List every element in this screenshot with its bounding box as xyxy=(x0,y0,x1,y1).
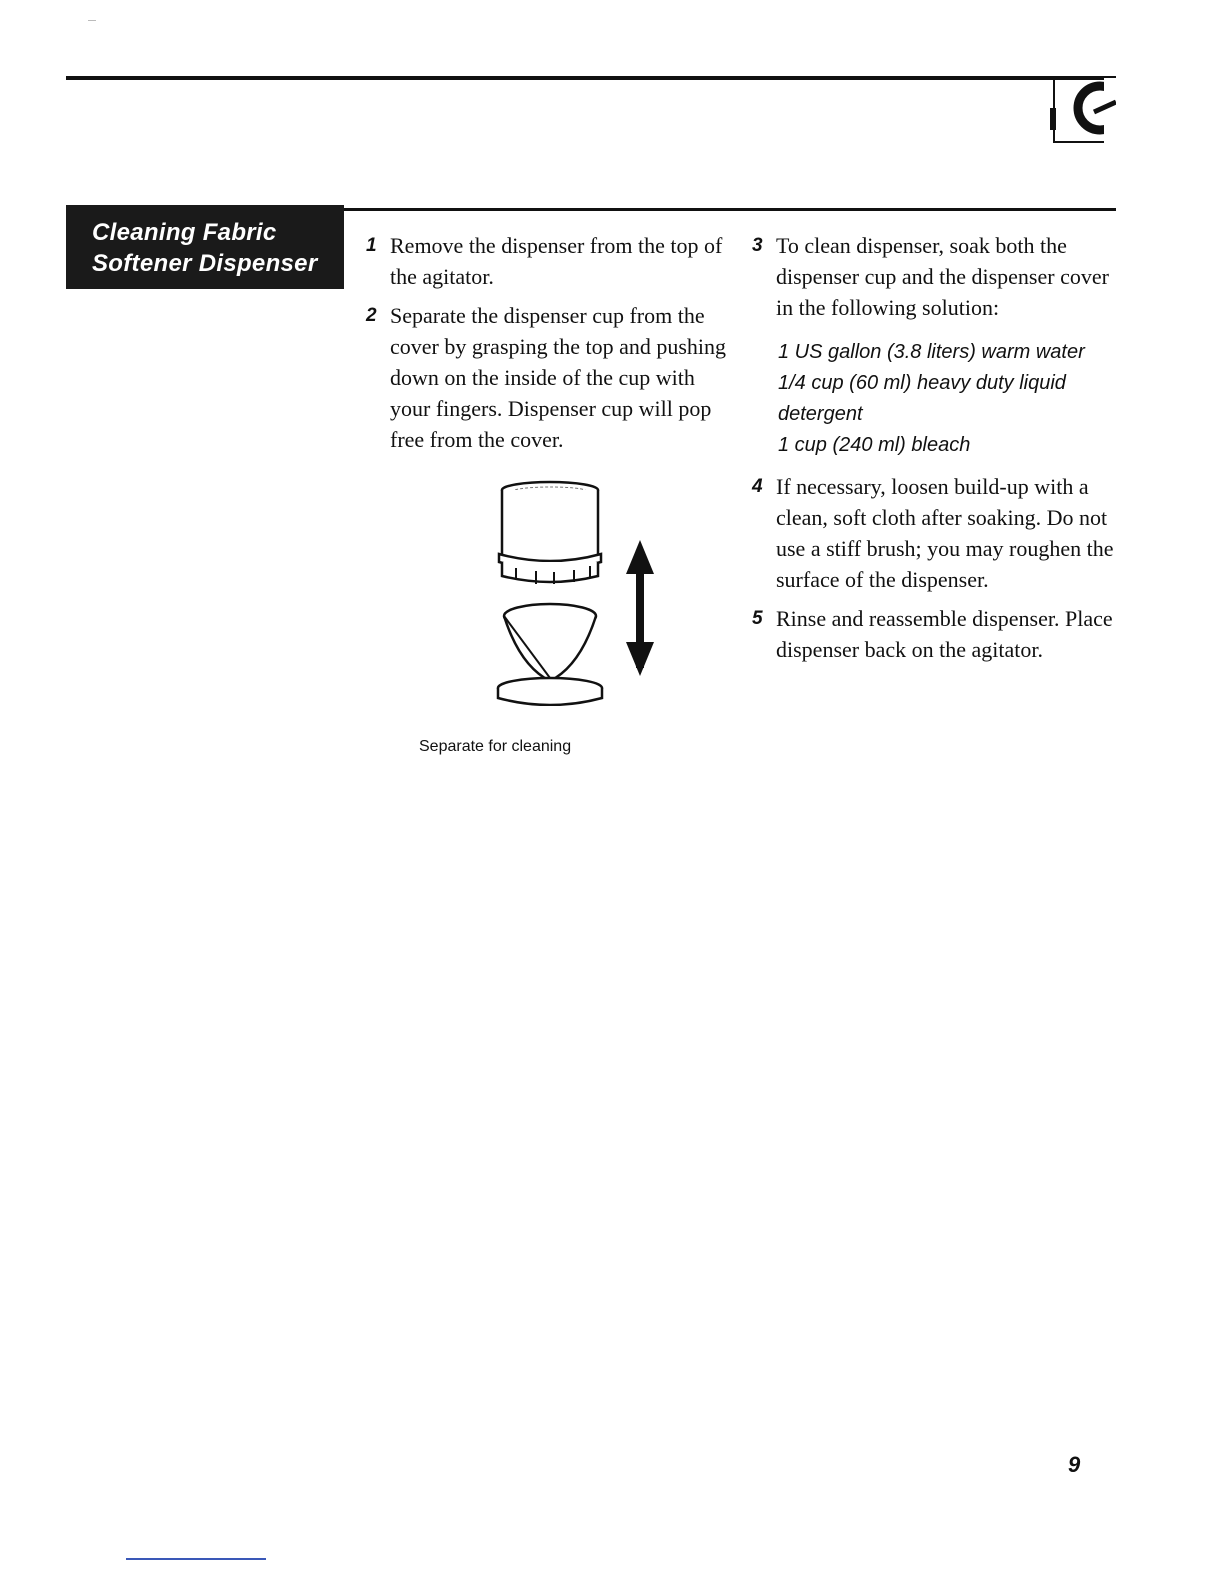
step-4 xyxy=(752,471,1120,595)
bottom-link-line xyxy=(126,1558,266,1560)
step-text: If necessary, loosen build-up with a clean, soft cloth after soaking. Do not use a stiff brush; you may roughen the surface of the dispenser. xyxy=(776,474,1114,592)
cleaning-solution xyxy=(752,337,1120,461)
solution-line: 1 US gallon (3.8 liters) warm water xyxy=(778,341,1085,363)
step-3 xyxy=(752,230,1120,323)
step-text: Remove the dispenser from the top of the agitator. xyxy=(390,233,723,289)
step-text: To clean dispenser, soak both the dispenser cup and the dispenser cover in the following solution: xyxy=(776,233,1109,320)
scan-mark xyxy=(88,20,96,21)
step-text: Rinse and reassemble dispenser. Place dispenser back on the agitator. xyxy=(776,606,1113,662)
section-rule xyxy=(344,208,1116,211)
step-number: 4 xyxy=(752,476,763,497)
step-number: 5 xyxy=(752,608,763,629)
page-number: 9 xyxy=(1068,1452,1081,1477)
step-number: 1 xyxy=(366,235,377,256)
right-column xyxy=(752,230,1120,673)
step-number: 3 xyxy=(752,235,763,256)
solution-line: 1 cup (240 ml) bleach xyxy=(778,434,971,456)
section-title-line2: Softener Dispenser xyxy=(92,250,318,277)
figure-caption: Separate for cleaning xyxy=(419,738,572,755)
step-1 xyxy=(366,230,736,292)
solution-line: 1/4 cup (60 ml) heavy duty liquid detergent xyxy=(778,372,1066,425)
top-rule xyxy=(66,76,1116,80)
section-title xyxy=(66,205,344,289)
dispenser-separation-illustration xyxy=(490,476,670,706)
step-5 xyxy=(752,603,1120,665)
ge-logo-icon xyxy=(1050,78,1116,144)
step-number: 2 xyxy=(366,305,377,326)
left-column xyxy=(366,230,736,463)
section-title-line1: Cleaning Fabric xyxy=(92,219,277,246)
step-text: Separate the dispenser cup from the cover by grasping the top and pushing down on the inside of the cup with your fingers. Dispenser cup will pop free from the cover. xyxy=(390,303,727,452)
step-2 xyxy=(366,300,736,455)
